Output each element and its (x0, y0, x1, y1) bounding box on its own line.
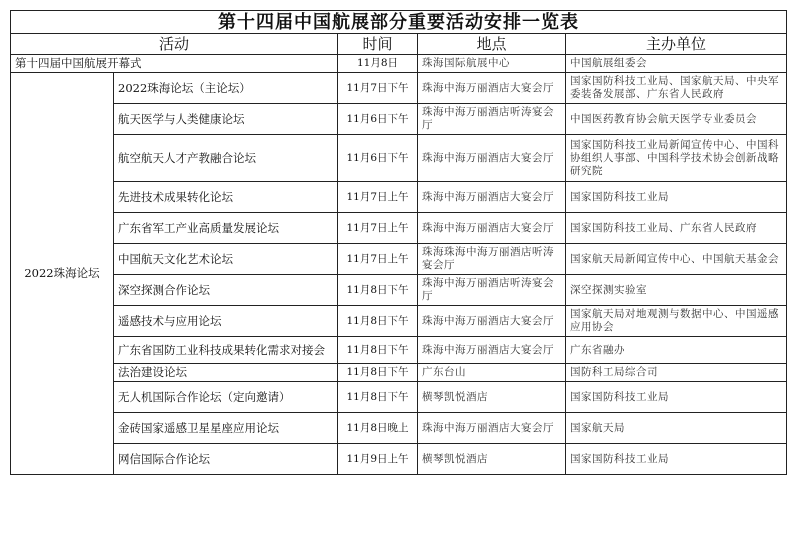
table-row (11, 444, 787, 475)
table-row-opening (11, 55, 787, 73)
table-row (11, 244, 787, 275)
time-cell: 11月6日下午 (338, 135, 418, 182)
time-cell: 11月8日下午 (338, 337, 418, 364)
header-row (11, 34, 787, 55)
table-row (11, 364, 787, 382)
activity-cell: 金砖国家遥感卫星星座应用论坛 (114, 413, 338, 444)
table-row (11, 213, 787, 244)
organizer-cell: 国防科工局综合司 (566, 364, 787, 382)
time-cell: 11月7日上午 (338, 244, 418, 275)
table-row (11, 182, 787, 213)
organizer-cell: 国家国防科技工业局 (566, 182, 787, 213)
organizer-cell: 国家航天局 (566, 413, 787, 444)
time-cell: 11月8日下午 (338, 275, 418, 306)
organizer-cell: 国家国防科技工业局 (566, 444, 787, 475)
organizer-cell: 国家国防科技工业局、广东省人民政府 (566, 213, 787, 244)
activity-cell: 无人机国际合作论坛（定向邀请） (114, 382, 338, 413)
place-cell: 珠海中海万丽酒店听涛宴会厅 (418, 104, 566, 135)
place-cell: 珠海中海万丽酒店大宴会厅 (418, 182, 566, 213)
activity-cell: 航天医学与人类健康论坛 (114, 104, 338, 135)
organizer-cell: 国家国防科技工业局新闻宣传中心、中国科协组织人事部、中国科学技术协会创新战略研究院 (566, 135, 787, 182)
activity-cell: 深空探测合作论坛 (114, 275, 338, 306)
place-cell: 珠海中海万丽酒店大宴会厅 (418, 337, 566, 364)
time-cell: 11月8日 (338, 55, 418, 73)
table-row (11, 135, 787, 182)
schedule-table (10, 10, 787, 475)
table-row (11, 337, 787, 364)
time-cell: 11月8日晚上 (338, 413, 418, 444)
organizer-cell: 深空探测实验室 (566, 275, 787, 306)
place-cell: 珠海中海万丽酒店听涛宴会厅 (418, 275, 566, 306)
time-cell: 11月9日上午 (338, 444, 418, 475)
table-row (11, 413, 787, 444)
table-row (11, 275, 787, 306)
place-cell: 横琴凯悦酒店 (418, 444, 566, 475)
organizer-cell: 中国医药教育协会航天医学专业委员会 (566, 104, 787, 135)
activity-cell: 中国航天文化艺术论坛 (114, 244, 338, 275)
place-cell: 珠海国际航展中心 (418, 55, 566, 73)
organizer-cell: 国家航天局对地观测与数据中心、中国遥感应用协会 (566, 306, 787, 337)
table-row (11, 306, 787, 337)
activity-cell: 广东省国防工业科技成果转化需求对接会 (114, 337, 338, 364)
time-cell: 11月8日下午 (338, 364, 418, 382)
place-cell: 广东台山 (418, 364, 566, 382)
time-cell: 11月7日下午 (338, 73, 418, 104)
header-time: 时间 (338, 34, 418, 55)
activity-cell: 2022珠海论坛（主论坛） (114, 73, 338, 104)
time-cell: 11月6日下午 (338, 104, 418, 135)
table-row (11, 382, 787, 413)
time-cell: 11月8日下午 (338, 306, 418, 337)
activity-cell: 第十四届中国航展开幕式 (11, 55, 338, 73)
organizer-cell: 广东省融办 (566, 337, 787, 364)
activity-cell: 遥感技术与应用论坛 (114, 306, 338, 337)
place-cell: 横琴凯悦酒店 (418, 382, 566, 413)
place-cell: 珠海中海万丽酒店大宴会厅 (418, 306, 566, 337)
activity-cell: 法治建设论坛 (114, 364, 338, 382)
activity-cell: 网信国际合作论坛 (114, 444, 338, 475)
time-cell: 11月7日上午 (338, 182, 418, 213)
header-organizer: 主办单位 (566, 34, 787, 55)
activity-cell: 广东省军工产业高质量发展论坛 (114, 213, 338, 244)
time-cell: 11月7日上午 (338, 213, 418, 244)
place-cell: 珠海中海万丽酒店大宴会厅 (418, 213, 566, 244)
header-place: 地点 (418, 34, 566, 55)
schedule-document (10, 10, 786, 475)
organizer-cell: 国家国防科技工业局、国家航天局、中央军委装备发展部、广东省人民政府 (566, 73, 787, 104)
activity-cell: 航空航天人才产教融合论坛 (114, 135, 338, 182)
group-label-cell: 2022珠海论坛 (11, 73, 114, 475)
table-row (11, 104, 787, 135)
place-cell: 珠海珠海中海万丽酒店听涛宴会厅 (418, 244, 566, 275)
activity-cell: 先进技术成果转化论坛 (114, 182, 338, 213)
organizer-cell: 国家航天局新闻宣传中心、中国航天基金会 (566, 244, 787, 275)
place-cell: 珠海中海万丽酒店大宴会厅 (418, 413, 566, 444)
time-cell: 11月8日下午 (338, 382, 418, 413)
organizer-cell: 中国航展组委会 (566, 55, 787, 73)
place-cell: 珠海中海万丽酒店大宴会厅 (418, 73, 566, 104)
header-activity: 活动 (11, 34, 338, 55)
table-title: 第十四届中国航展部分重要活动安排一览表 (11, 11, 787, 34)
place-cell: 珠海中海万丽酒店大宴会厅 (418, 135, 566, 182)
organizer-cell: 国家国防科技工业局 (566, 382, 787, 413)
table-row (11, 73, 787, 104)
